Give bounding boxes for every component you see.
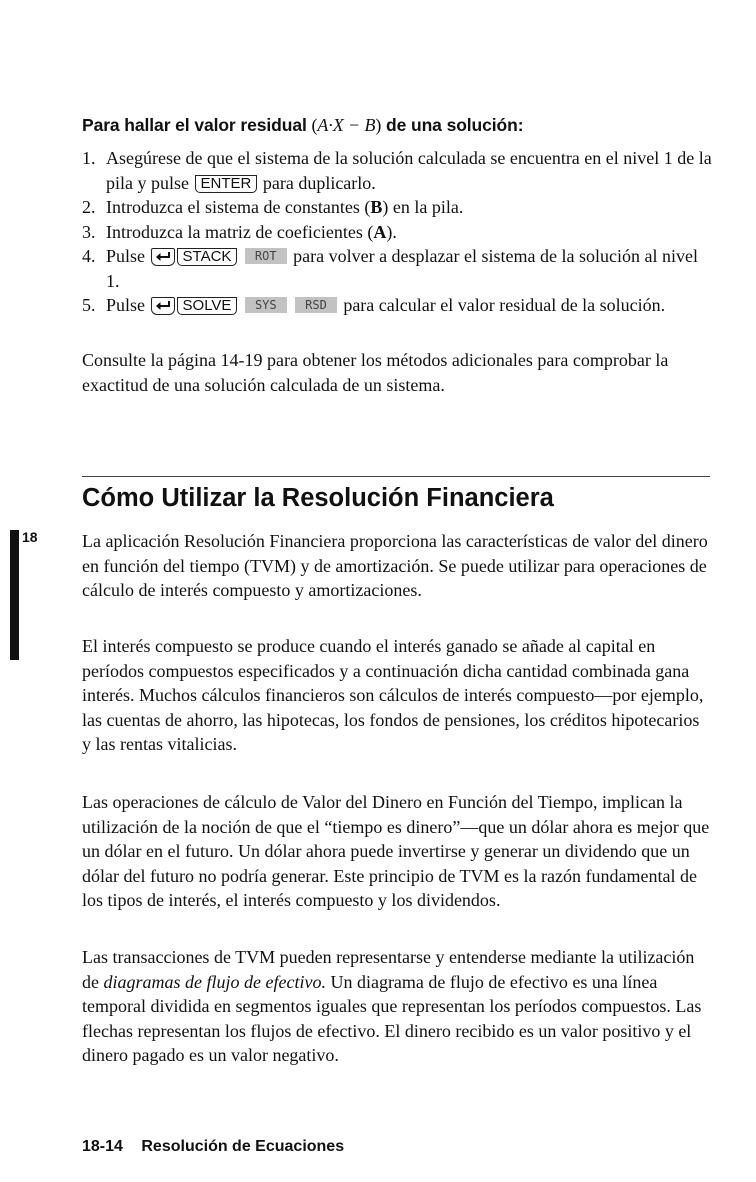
- heading-open-paren: (: [311, 115, 318, 135]
- chapter-tab-bar: [10, 530, 19, 660]
- step-4: [82, 244, 712, 293]
- step-number: 1.: [82, 148, 96, 168]
- step-text-after: para volver a desplazar el sistema de la solución al nivel 1.: [106, 246, 698, 291]
- section-heading-residual: [82, 115, 523, 136]
- heading-prefix: Para hallar el valor residual: [82, 115, 307, 135]
- solve-key: SOLVE: [177, 297, 238, 315]
- step-text: Introduzca la matriz de coeficientes (: [106, 221, 374, 242]
- step-text-after: ).: [386, 221, 397, 242]
- step-2: [82, 195, 712, 220]
- paragraph-tvm: Las operaciones de cálculo de Valor del Dinero en Función del Tiempo, implican la utilización de la noción de que el “tiempo es dinero”—que un dólar ahora es mejor que un dólar en el futuro. Un dólar ahora puede invertirse y generar un dividendo que un dólar del futuro no podría generar. Este principio de TVM es la razón fundamental de los tipos de interés, el interés compuesto y los dividendos.: [82, 792, 710, 910]
- reference-note: Consulte la página 14-19 para obtener los métodos adicionales para comprobar la exactitud de una solución calculada de un sistema.: [82, 350, 669, 395]
- stack-key: STACK: [177, 248, 238, 266]
- step-text: Introduzca el sistema de constantes (: [106, 197, 371, 217]
- step-1: [82, 146, 712, 195]
- step-bold-symbol: A: [373, 221, 387, 242]
- cash-flow-term: diagramas de flujo de efectivo.: [103, 971, 326, 992]
- step-text: Asegúrese de que el sistema de la solución calculada se encuentra en el nivel 1 de la pila y pulse: [106, 148, 712, 193]
- step-bold-symbol: B: [370, 197, 383, 217]
- paragraph-cash-flow: [82, 945, 712, 1068]
- left-shift-arrow-icon: [151, 248, 175, 266]
- step-text: Pulse: [106, 295, 146, 315]
- step-text-after: para duplicarlo.: [262, 172, 376, 193]
- steps-list: [82, 146, 712, 318]
- cash-flow-text-b: Un diagrama de flujo de efectivo es una línea temporal dividida en segmentos iguales que representan los períodos compuestos. Las flechas representan los flujos de efectivo. El dinero recibido es un valor positivo y el dinero pagado es un valor negativo.: [82, 971, 702, 1065]
- step-number: 4.: [82, 246, 96, 266]
- section-heading-financial: Cómo Utilizar la Resolución Financiera: [82, 484, 554, 512]
- step-number: 3.: [82, 221, 96, 242]
- step-text: Pulse: [106, 246, 146, 266]
- step-3: [82, 220, 712, 245]
- rsd-menu-key: RSD: [295, 297, 337, 313]
- page-footer: [82, 1138, 344, 1156]
- left-shift-arrow-icon: [151, 297, 175, 315]
- step-number: 2.: [82, 197, 96, 217]
- step-text-after: para calcular el valor residual de la solución.: [343, 295, 666, 315]
- step-number: 5.: [82, 295, 96, 315]
- heading-math-expression: A·X − B: [317, 115, 376, 135]
- enter-key: ENTER: [195, 175, 258, 193]
- step-5: [82, 293, 712, 318]
- paragraph-compound-interest: El interés compuesto se produce cuando el interés ganado se añade al capital en períodos compuestos especificados y a continuación dicha cantidad combinada gana interés. Muchos cálculos financieros son cálculos de interés compuesto—por ejemplo, las cuentas de ahorro, las hipotecas, los fondos de pensiones, los créditos hipotecarios y las rentas vitalicias.: [82, 636, 704, 754]
- step-text-after: ) en la pila.: [382, 197, 464, 217]
- sys-menu-key: SYS: [245, 297, 287, 313]
- cash-flow-text-a: Las transacciones de TVM pueden representarse y entenderse mediante la utilización de: [82, 947, 695, 992]
- section-divider: [82, 476, 710, 477]
- chapter-tab-number: 18: [22, 529, 38, 545]
- page-number: 18-14: [82, 1138, 123, 1155]
- rot-menu-key: ROT: [245, 248, 287, 264]
- paragraph-intro: La aplicación Resolución Financiera proporciona las características de valor del dinero en función del tiempo (TVM) y de amortización. Se puede utilizar para operaciones de cálculo de interés compuesto y amortizaciones.: [82, 531, 708, 600]
- heading-suffix: de una solución:: [386, 115, 524, 135]
- heading-close-paren: ): [375, 115, 382, 135]
- chapter-title: Resolución de Ecuaciones: [141, 1138, 345, 1155]
